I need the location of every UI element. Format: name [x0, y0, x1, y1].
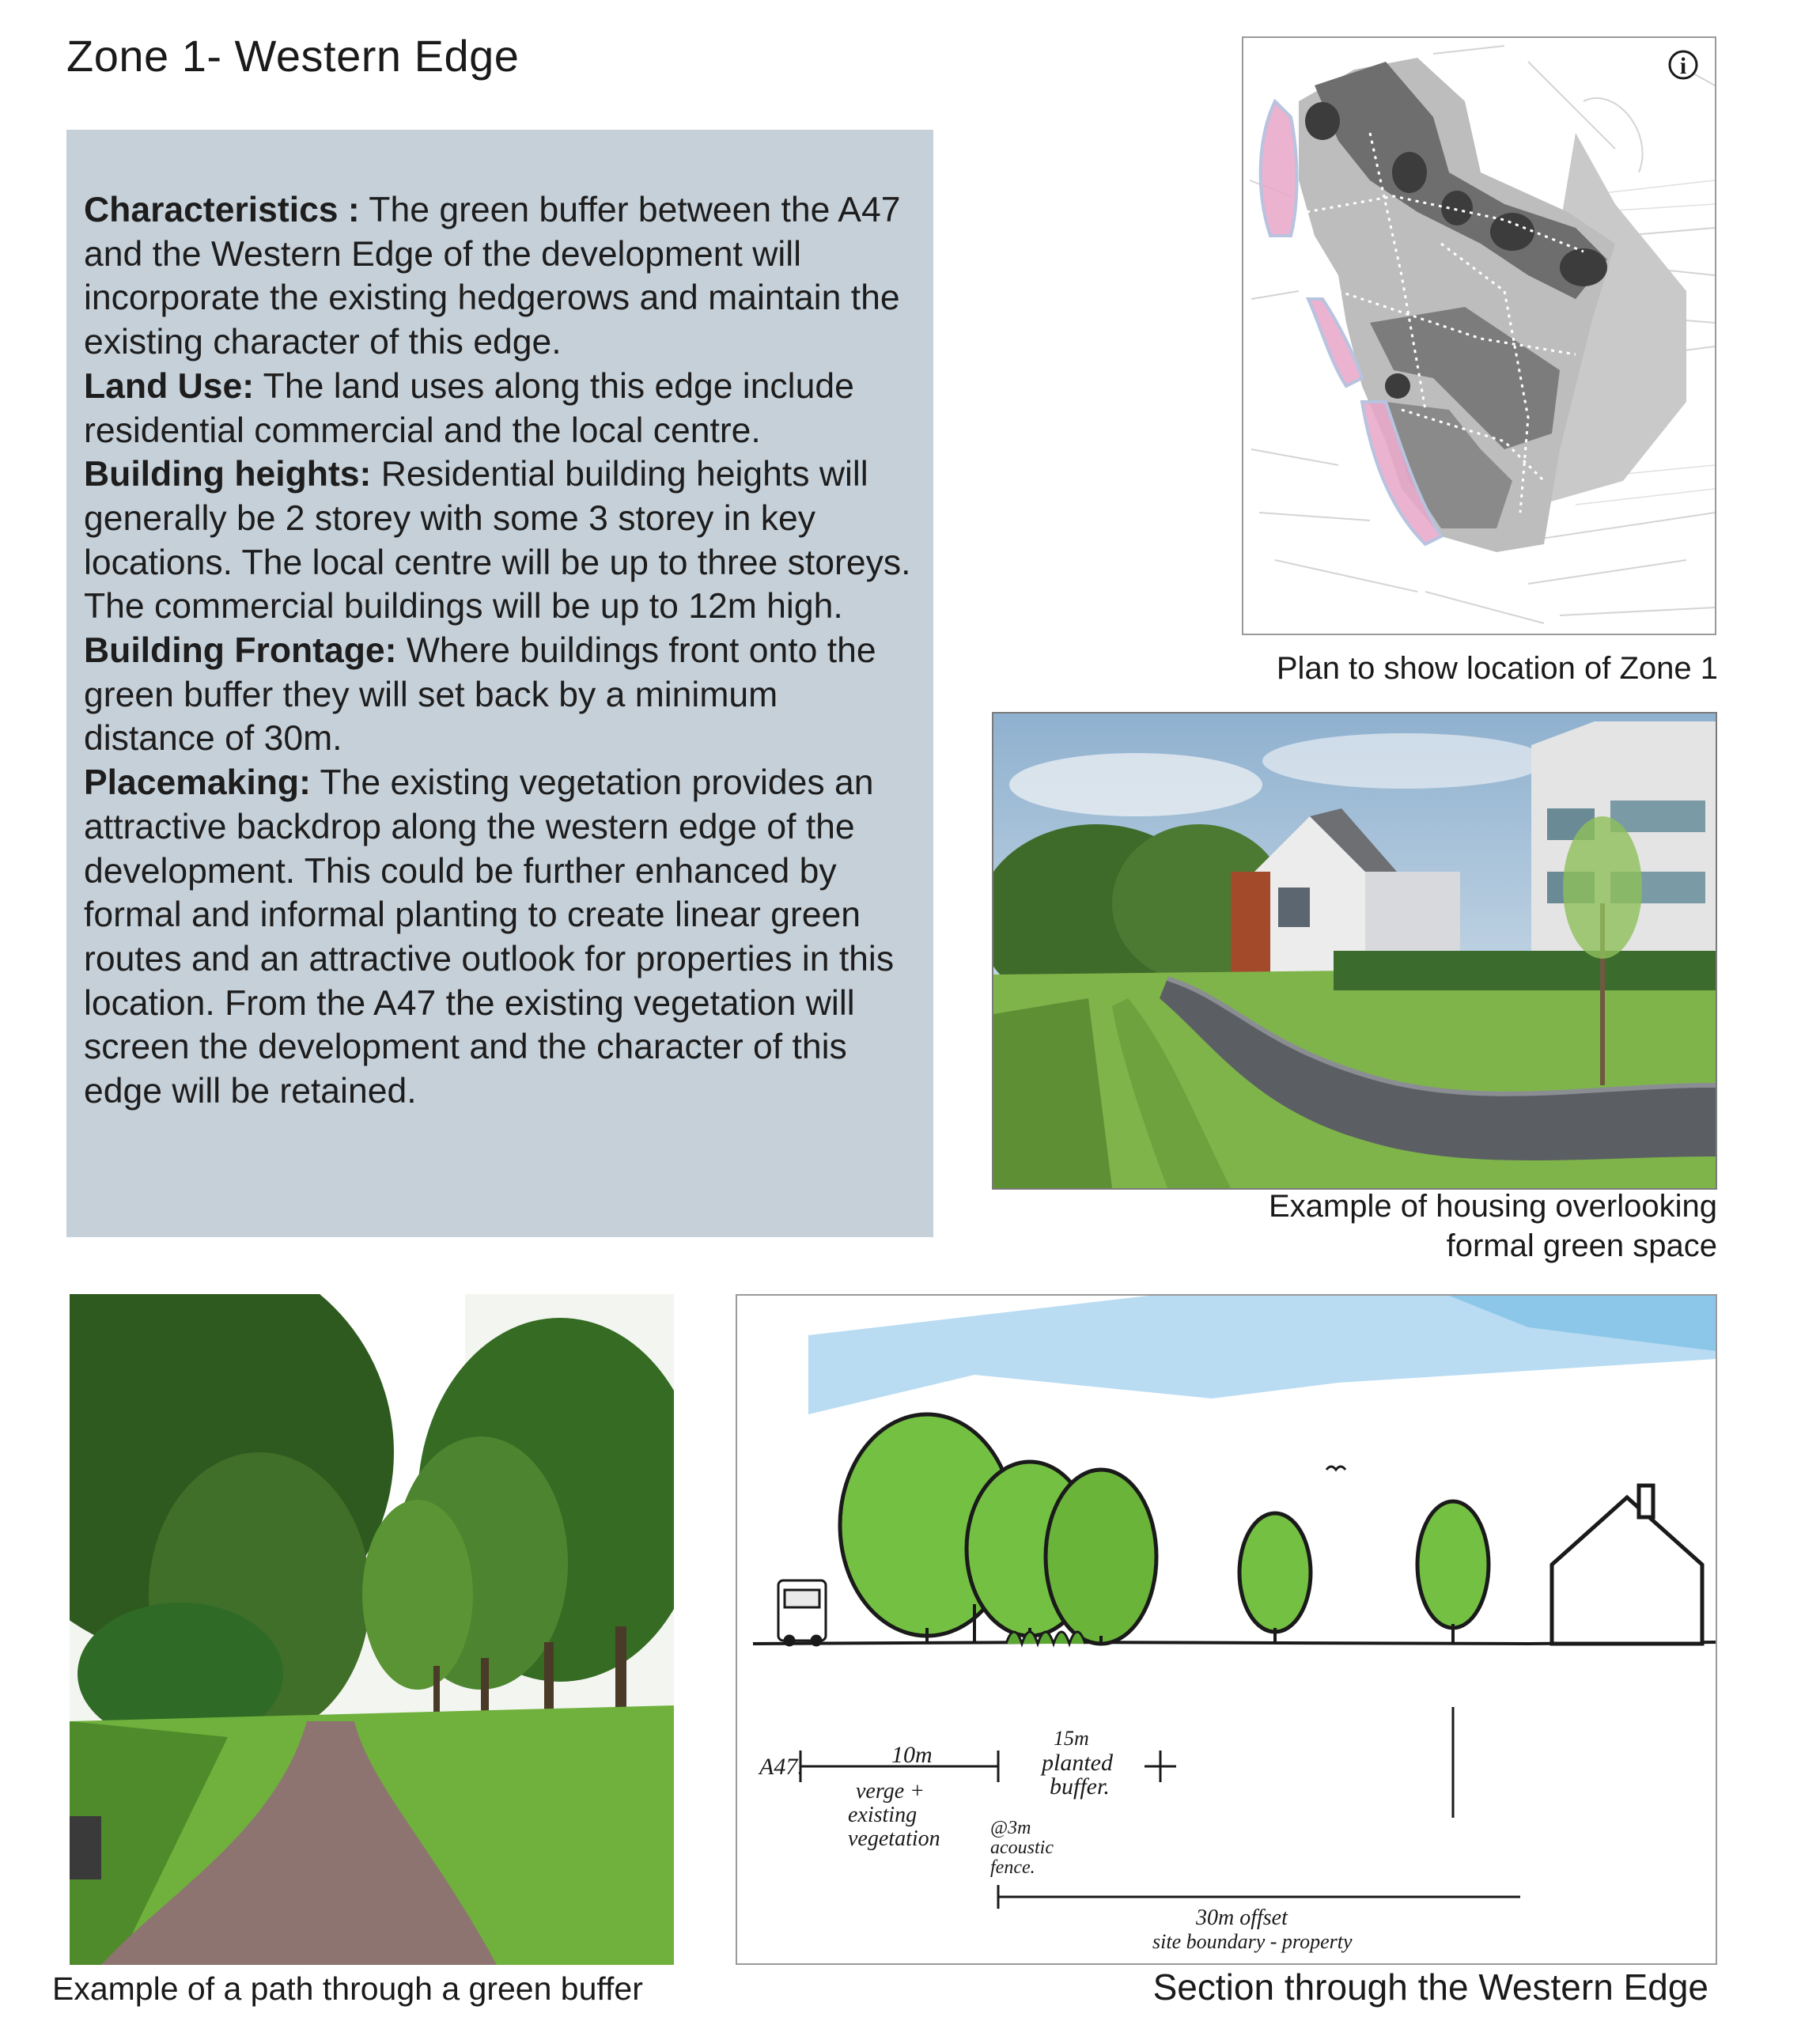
tree: [1239, 1513, 1311, 1644]
housing-caption-line1: Example of housing overlooking: [1268, 1189, 1717, 1224]
plan-caption: Plan to show location of Zone 1: [1276, 651, 1718, 686]
section-drawing: [736, 1294, 1717, 1965]
info-icon: i: [1679, 53, 1687, 79]
bench: [70, 1816, 101, 1879]
paragraph-label: Placemaking:: [84, 763, 311, 803]
young-tree: [1563, 816, 1642, 959]
house-icon: [1552, 1486, 1702, 1644]
planted-buffer: [1006, 1632, 1085, 1644]
paragraph-label: Building heights:: [84, 455, 372, 494]
paragraph-label: Land Use:: [84, 366, 255, 406]
verge-label-1: verge +: [856, 1779, 925, 1804]
buffer-label-2: buffer.: [1050, 1773, 1110, 1800]
paragraph-building-frontage: [84, 629, 914, 761]
verge-label-2: existing: [848, 1803, 918, 1827]
site-plan: [1243, 38, 1715, 634]
paragraph-text: Residential building heights will generally be 2 storey with some 3 storey in key locations. The local centre will be up to three storeys. The commercial buildings will be up to 12m high.: [84, 455, 911, 626]
housing-photo: [992, 712, 1717, 1190]
paragraph-characteristics: [84, 188, 914, 365]
paragraph-text: The existing vegetation provides an attractive backdrop along the western edge of the development. This could be further enhanced by formal and informal planting to create linear green routes and an attractive outlook for properties in this location. From the A47 the existing vegetation will screen the development and the character of this edge will be retained.: [84, 763, 895, 1111]
paragraph-land-use: [84, 365, 914, 452]
fence-label-1: @3m: [990, 1818, 1031, 1838]
brick-block: [1231, 872, 1270, 975]
road-label: A47.: [759, 1754, 804, 1780]
offset-label-1: 30m offset: [1196, 1906, 1288, 1930]
tree: [1046, 1470, 1156, 1644]
bird-icon: [1326, 1467, 1345, 1470]
housing-caption-line2: formal green space: [1446, 1228, 1717, 1263]
cloud: [1262, 733, 1547, 789]
housing-caption: [992, 1187, 1717, 1266]
section-caption: Section through the Western Edge: [1152, 1966, 1708, 2008]
bus-icon: [778, 1580, 826, 1645]
fence-label-2: acoustic: [990, 1838, 1054, 1858]
path-photo: [70, 1294, 674, 1965]
buffer-width-label: 15m: [1054, 1727, 1089, 1750]
verge-label-3: vegetation: [848, 1826, 940, 1851]
text-panel: [66, 130, 933, 1237]
fence-label-3: fence.: [990, 1857, 1035, 1878]
paragraph-text: The land uses along this edge include residential commercial and the local centre.: [84, 366, 854, 450]
cloud: [1009, 753, 1262, 816]
paragraph-placemaking: [84, 761, 914, 1114]
tree: [1417, 1501, 1489, 1644]
paragraph-label: Building Frontage:: [84, 631, 397, 671]
verge-width-label: 10m: [891, 1742, 933, 1768]
page-title: Zone 1- Western Edge: [66, 31, 520, 81]
buffer-label-1: planted: [1042, 1750, 1113, 1776]
paragraph-label: Characteristics :: [84, 191, 360, 229]
path-caption: Example of a path through a green buffer: [52, 1970, 643, 2007]
offset-label-2: site boundary - property: [1152, 1930, 1353, 1953]
paragraph-building-heights: [84, 452, 914, 629]
hedge: [1334, 951, 1716, 990]
paragraph-text: The green buffer between the A47 and the Western Edge of the development will incorporate the existing hedgerows and maintain the existing character of this edge.: [84, 191, 901, 362]
paragraph-text: Where buildings front onto the green buffer they will set back by a minimum distance of 30m.: [84, 631, 876, 759]
plan-figure: [1242, 36, 1716, 635]
